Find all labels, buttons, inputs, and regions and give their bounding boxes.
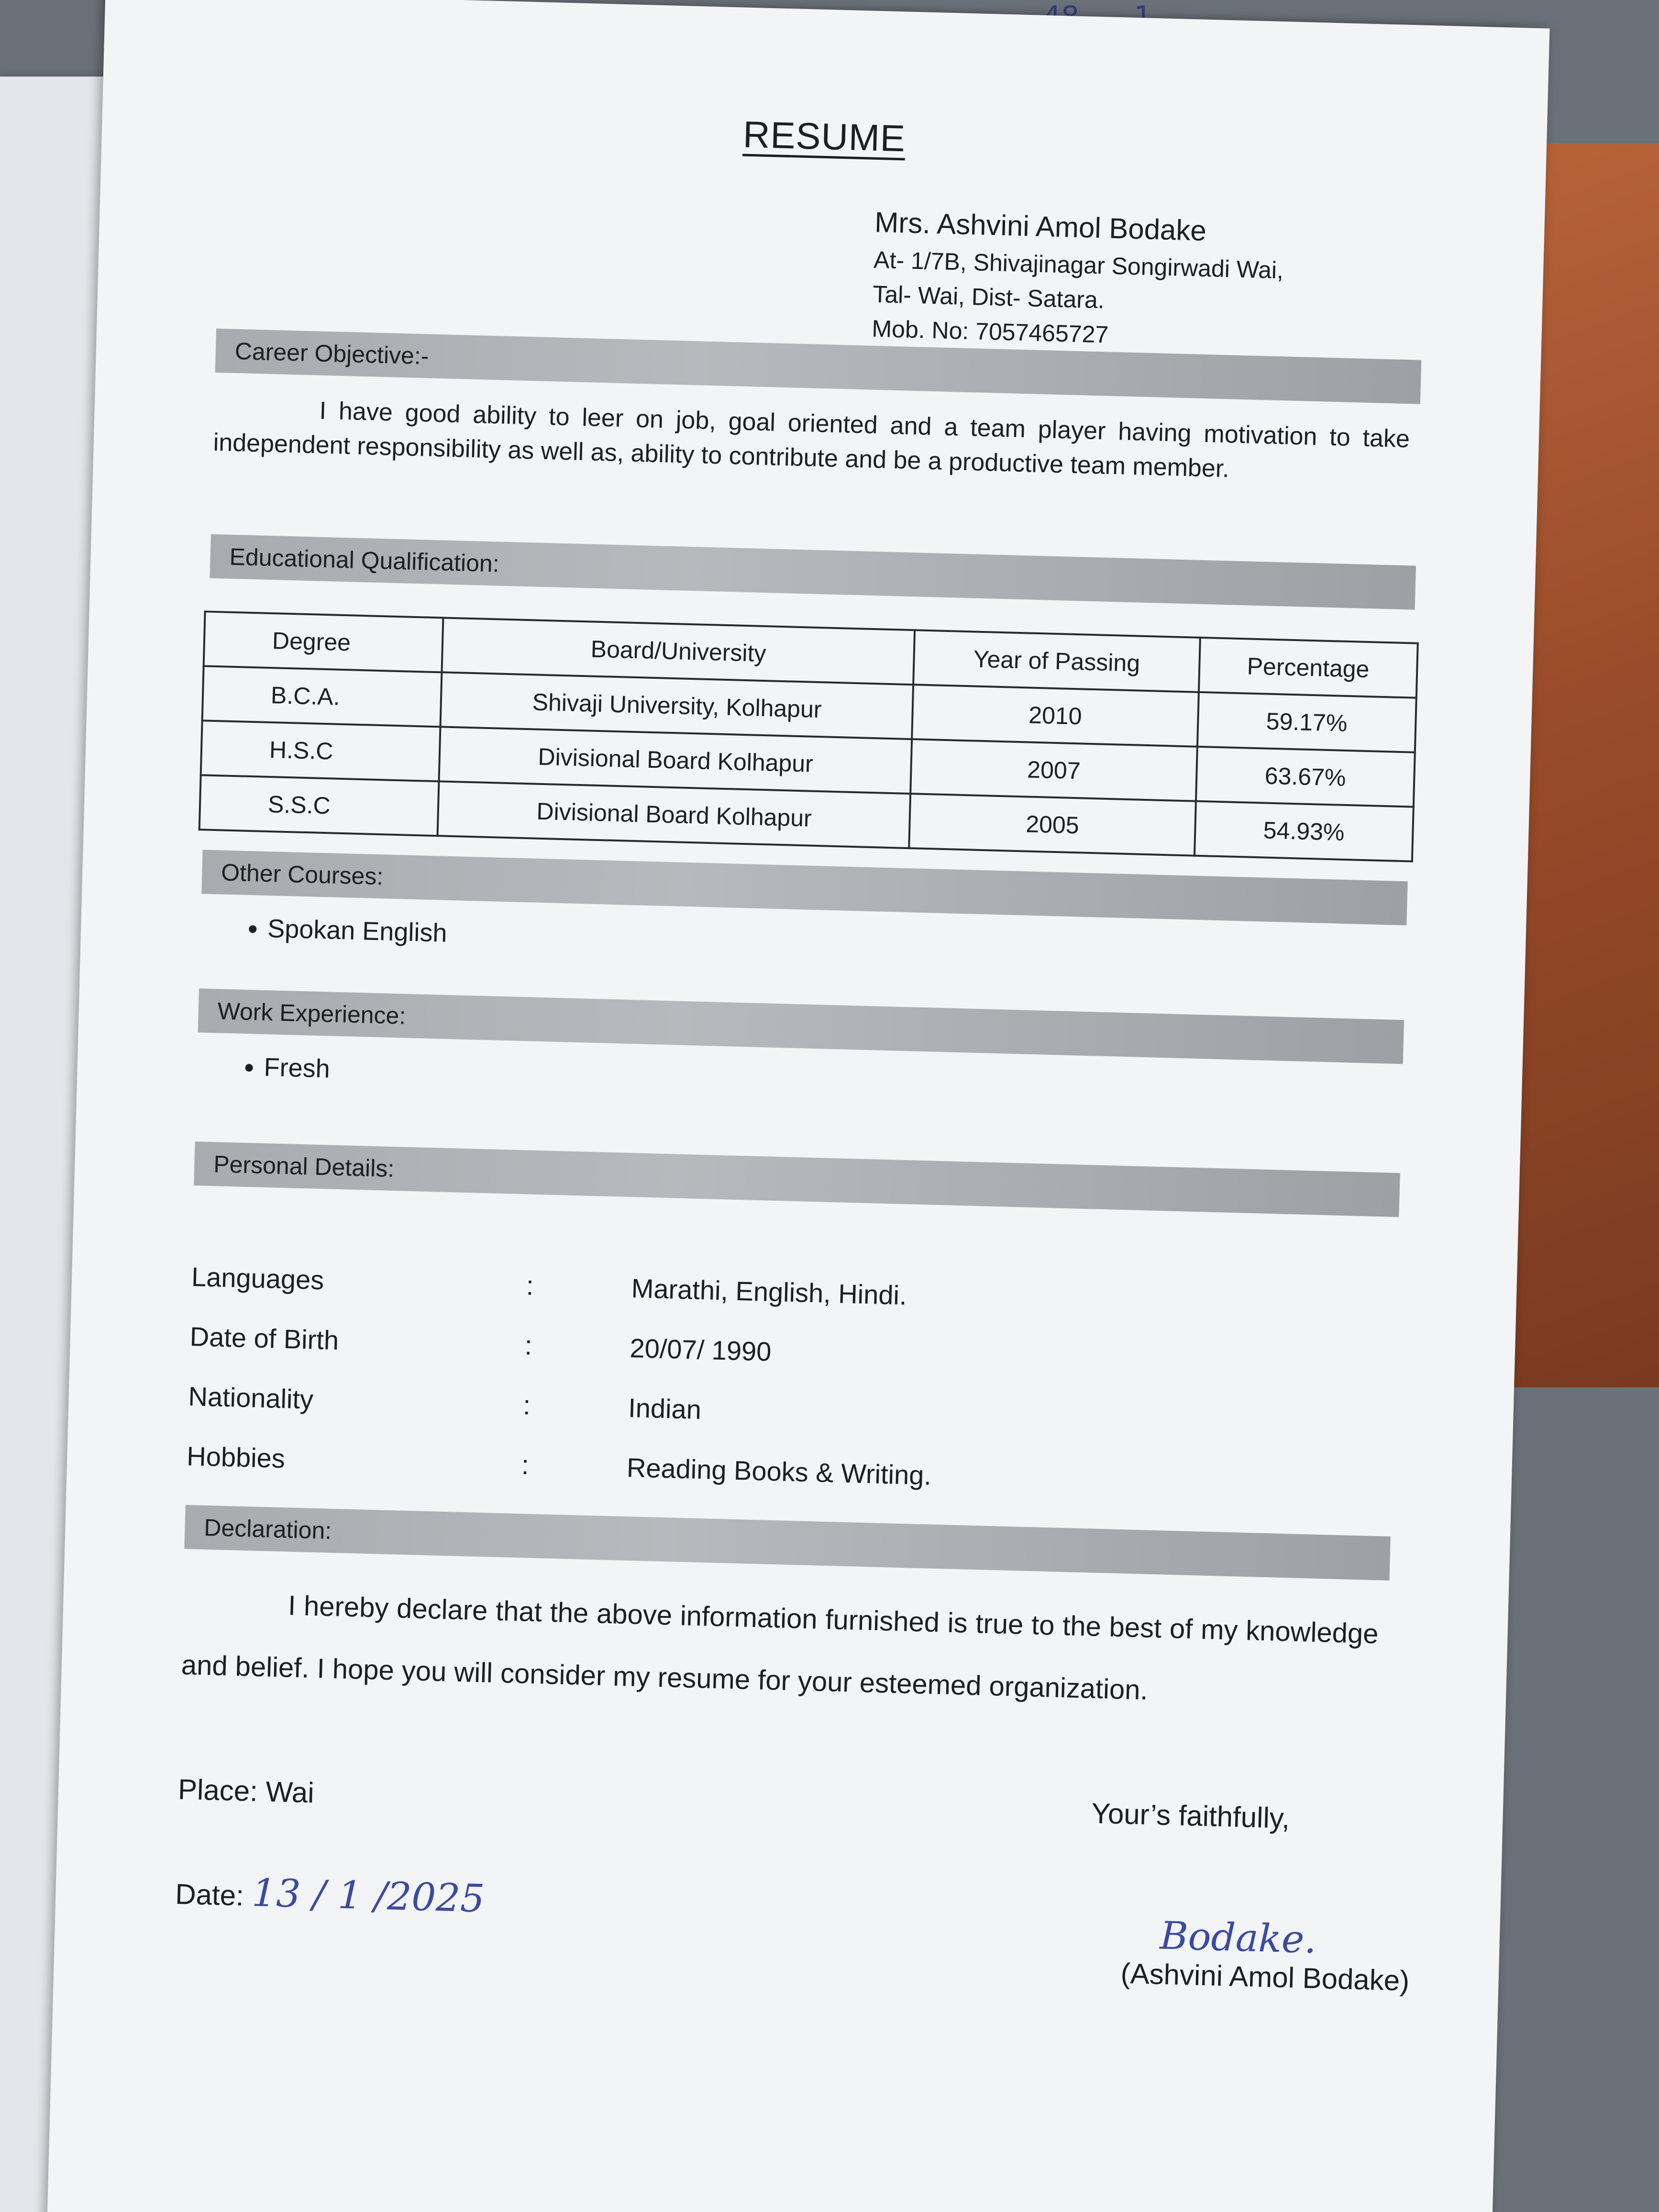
board-cell: Divisional Board Kolhapur	[439, 727, 912, 794]
percentage-cell: 54.93%	[1194, 801, 1413, 862]
work-experience-heading: Work Experience:	[198, 988, 1405, 1064]
degree-cell: B.C.A.	[202, 666, 442, 727]
declaration-text: I hereby declare that the above information furnished is true to the best of my knowledge and belief. I hope you will consider my resume for your esteemed organization.	[181, 1590, 1379, 1706]
education-table	[199, 610, 1419, 862]
detail-value: 20/07/ 1990	[629, 1333, 772, 1367]
detail-label: Languages	[191, 1261, 325, 1295]
corner-note-mark: 1	[1134, 0, 1152, 33]
date-handwritten: 13 / 1 /2025	[251, 1870, 486, 1921]
address-line-2: Tal- Wai, Dist- Satara.	[872, 280, 1105, 314]
declaration-heading: Declaration:	[184, 1505, 1391, 1581]
detail-separator: :	[521, 1449, 530, 1480]
detail-value: Reading Books & Writing.	[626, 1452, 932, 1491]
header-board: Board/University	[442, 618, 915, 685]
signature-name: (Ashvini Amol Bodake)	[1120, 1957, 1410, 1997]
detail-label: Date of Birth	[189, 1321, 339, 1356]
board-cell: Shivaji University, Kolhapur	[441, 672, 914, 739]
detail-separator: :	[526, 1270, 534, 1301]
degree-cell: H.S.C	[201, 720, 441, 781]
detail-separator: :	[522, 1390, 531, 1420]
detail-value: Indian	[628, 1393, 702, 1425]
place: Place: Wai	[177, 1773, 315, 1809]
detail-separator: :	[524, 1330, 533, 1360]
list-item: • Fresh	[264, 1052, 331, 1084]
other-courses-list	[239, 913, 448, 948]
signature-block	[1120, 1912, 1411, 1997]
year-cell: 2010	[912, 685, 1198, 747]
year-cell: 2005	[909, 794, 1195, 856]
education-heading: Educational Qualification:	[210, 534, 1416, 610]
applicant-name: Mrs. Ashvini Amol Bodake	[874, 206, 1207, 247]
detail-label: Hobbies	[186, 1440, 286, 1474]
detail-value: Marathi, English, Hindi.	[631, 1273, 907, 1311]
personal-details-heading: Personal Details:	[194, 1141, 1400, 1217]
other-courses-heading: Other Courses:	[201, 850, 1408, 925]
mobile-number: Mob. No: 7057465727	[871, 315, 1109, 348]
percentage-cell: 63.67%	[1195, 747, 1415, 807]
header-year: Year of Passing	[913, 630, 1200, 692]
address-line-1: At- 1/7B, Shivajinagar Songirwadi Wai,	[873, 246, 1284, 284]
date-label: Date:	[175, 1878, 244, 1912]
career-objective-text: I have good ability to leer on job, goal oriented and a team player having motivation to take independent responsibility as well as, ability to contribute and be a productive team member.	[213, 397, 1410, 483]
board-cell: Divisional Board Kolhapur	[438, 781, 911, 848]
contact-block	[872, 202, 1285, 356]
year-cell: 2007	[910, 739, 1197, 801]
degree-cell: S.S.C	[199, 775, 439, 836]
header-degree: Degree	[204, 611, 443, 672]
list-item: • Spokan English	[267, 914, 448, 948]
header-percentage: Percentage	[1198, 638, 1417, 698]
resume-title: RESUME	[742, 113, 907, 160]
career-objective-heading: Career Objective:-	[215, 329, 1422, 404]
personal-details	[186, 1247, 1254, 1514]
resume-page	[46, 0, 1549, 2212]
work-experience-list	[235, 1051, 331, 1084]
detail-label: Nationality	[188, 1381, 314, 1415]
percentage-cell: 59.17%	[1197, 692, 1416, 752]
date-line	[175, 1869, 485, 1921]
signature-handwritten: Bodake.	[1159, 1913, 1317, 1962]
closing: Your’s faithfully,	[1091, 1797, 1290, 1835]
